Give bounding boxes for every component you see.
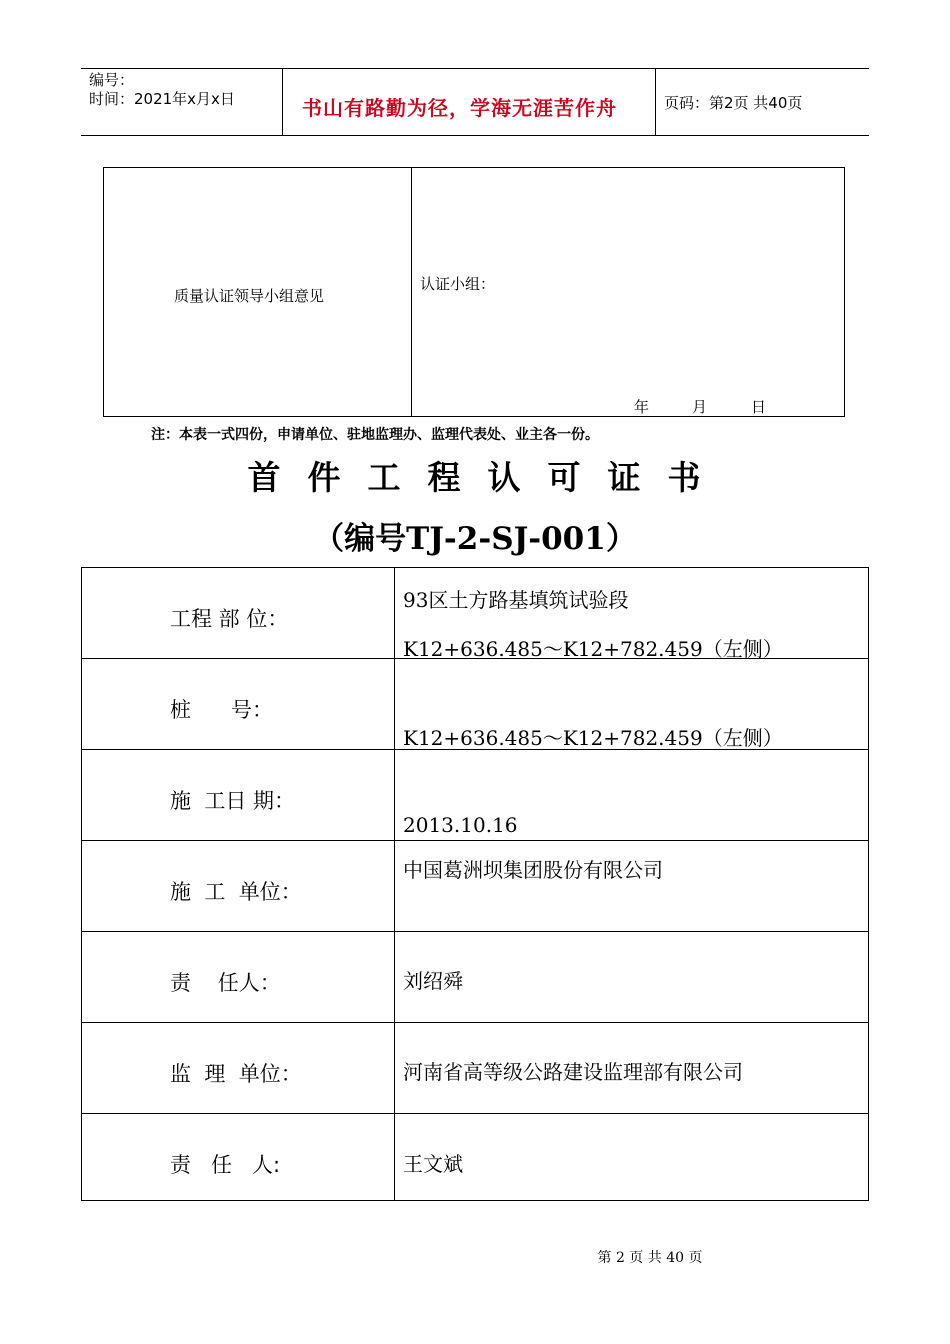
header-divider-right	[655, 68, 656, 135]
date-year-label: 年	[634, 398, 650, 416]
row-label: 桩 号：	[170, 698, 274, 722]
row-value-line1: 中国葛洲坝集团股份有限公司	[403, 858, 663, 882]
document-number: （编号TJ-2-SJ-001）	[313, 521, 637, 557]
header-bottom-rule	[81, 135, 869, 136]
table-row-contractor	[82, 841, 868, 932]
row-label: 施 工日 期：	[170, 789, 296, 813]
certificate-table	[81, 567, 869, 1201]
date-day-label: 日	[751, 398, 767, 416]
row-label: 监 理 单位：	[170, 1062, 302, 1086]
row-label: 责 任人：	[170, 971, 281, 995]
row-label: 工程 部 位：	[170, 607, 289, 631]
header-number-label: 编号：	[89, 71, 135, 89]
opinion-box	[103, 167, 845, 417]
row-value-line1: 王文斌	[403, 1152, 463, 1176]
row-value-line1: 93区土方路基填筑试验段	[403, 588, 629, 612]
header-time-label: 时间：2021年x月x日	[89, 90, 235, 108]
table-row-supervisor	[82, 1023, 868, 1114]
opinion-left-label: 质量认证领导小组意见	[174, 287, 325, 305]
opinion-divider	[411, 168, 412, 416]
row-value-line1: 刘绍舜	[403, 969, 463, 993]
row-value-line2: K12+636.485～K12+782.459（左侧）	[403, 726, 783, 750]
header-top-rule	[81, 68, 869, 69]
table-row-project-location	[82, 568, 868, 659]
row-value-line1: 河南省高等级公路建设监理部有限公司	[403, 1060, 743, 1084]
note-text: 注：本表一式四份，申请单位、驻地监理办、监理代表处、业主各一份。	[151, 427, 599, 443]
row-label: 责 任 人:	[170, 1153, 281, 1177]
table-row-contractor-person	[82, 932, 868, 1023]
row-label: 施 工 单位：	[170, 880, 302, 904]
table-row-station	[82, 659, 868, 750]
header-divider-left	[282, 68, 283, 135]
header-page-info: 页码：第2页 共40页	[664, 94, 803, 112]
date-month-label: 月	[692, 398, 708, 416]
row-value-line2: K12+636.485～K12+782.459（左侧）	[403, 637, 783, 661]
header-motto: 书山有路勤为径，学海无涯苦作舟	[302, 96, 617, 120]
page-footer: 第 2 页 共 40 页	[597, 1250, 703, 1266]
table-row-construction-date	[82, 750, 868, 841]
table-row-supervisor-person	[82, 1114, 868, 1205]
row-value-line2: 2013.10.16	[403, 813, 518, 837]
document-title: 首件工程认可证书	[247, 458, 728, 497]
certification-group-label: 认证小组：	[420, 275, 496, 293]
